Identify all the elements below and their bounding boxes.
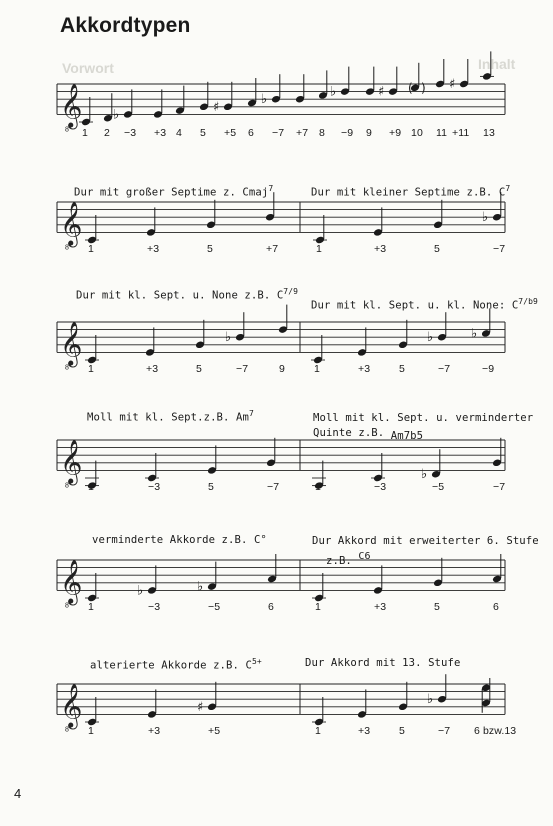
chord-9-degree: 1 <box>315 725 321 738</box>
chord-7-degree: 5 <box>434 601 440 614</box>
chord-1-degree: +3 <box>374 243 387 256</box>
chord-label-cmaj7: Dur mit großer Septime z. Cmaj$^7$ <box>74 184 274 199</box>
scale-degree: 8 <box>319 127 325 139</box>
chord-3-degree: +3 <box>358 363 371 376</box>
chord-4-degree: −7 <box>267 481 280 494</box>
chord-label-c6: Dur Akkord mit erweiterter 6. Stufe z.B. $^{C6}$ <box>312 535 539 567</box>
flat-icon: ♭ <box>113 107 120 123</box>
treble-clef-icon: 𝄞 <box>60 683 83 728</box>
chord-label-c7: Dur mit kleiner Septime z.B. $C^7$ <box>311 184 511 199</box>
chord-7-degree: +3 <box>374 601 387 614</box>
treble-clef-icon: 𝄞 <box>60 201 83 246</box>
chord-2-degree: 5 <box>196 363 202 376</box>
chord-label-c79: Dur mit kl. Sept. u. None z.B. $C^{7/9}$ <box>76 287 299 302</box>
chord-1-degree: 5 <box>434 243 440 256</box>
flat-icon: ♭ <box>225 330 232 346</box>
chord-2-degree: 9 <box>279 363 285 376</box>
scale-degree: −3 <box>124 127 137 139</box>
chord-4-degree: −3 <box>148 481 161 494</box>
chord-4-degree: 5 <box>208 481 214 494</box>
chord-0-degree: +3 <box>147 243 160 256</box>
chord-7-degree: 6 <box>493 601 499 614</box>
chord-0-degree: 1 <box>88 243 94 256</box>
flat-icon: ♭ <box>427 692 434 708</box>
treble-clef-icon: 𝄞 <box>60 439 83 484</box>
scale-degree: 2 <box>104 127 110 139</box>
chord-9-degree: 6 bzw.13 <box>474 725 517 738</box>
scale-degree: 13 <box>483 127 495 139</box>
chord-6-degree: −3 <box>148 601 161 614</box>
chord-5-degree: −7 <box>493 481 506 494</box>
scale-degree: +7 <box>296 127 309 139</box>
chord-2-degree: 1 <box>88 363 94 376</box>
flat-icon: ♭ <box>330 84 337 100</box>
ghost-text-inhalt: Inhalt <box>478 56 516 72</box>
page-title: Akkordtypen <box>60 14 191 37</box>
scale-degree: 5 <box>200 127 206 139</box>
chord-label-c7b9: Dur mit kl. Sept. u. kl. None: $C^{7/b9}$ <box>311 297 538 312</box>
chord-9-degree: 5 <box>399 725 405 738</box>
treble-clef-icon: 𝄞 <box>60 559 83 604</box>
chord-7-degree: 1 <box>315 601 321 614</box>
chord-0-degree: 5 <box>207 243 213 256</box>
sharp-icon: ♯ <box>197 699 204 715</box>
chord-4-degree: 1 <box>88 481 94 494</box>
chord-3-degree: 5 <box>399 363 405 376</box>
flat-icon: ♭ <box>421 467 428 483</box>
scale-degree: −9 <box>341 127 354 139</box>
flat-icon: ♭ <box>137 583 144 599</box>
chord-label-am7b5: Moll mit kl. Sept. u. verminderter Quinte z.B. Am7b5 <box>313 412 534 442</box>
chord-3-degree: −7 <box>438 363 451 376</box>
chord-5-degree: −3 <box>374 481 387 494</box>
chord-1-degree: −7 <box>493 243 506 256</box>
chord-1-degree: 1 <box>316 243 322 256</box>
treble-clef-icon: 𝄞 <box>60 321 83 366</box>
scale-degree: +9 <box>389 127 402 139</box>
chord-8-degree: 1 <box>88 725 94 738</box>
chord-label-cdim: verminderte Akkorde z.B. C° <box>92 534 267 546</box>
chord-5-degree: 1 <box>315 481 321 494</box>
scale-degree: 4 <box>176 127 182 139</box>
chord-6-degree: 6 <box>268 601 274 614</box>
chord-3-degree: 1 <box>314 363 320 376</box>
treble-clef-icon: 𝄞 <box>60 83 83 128</box>
chord-0-degree: +7 <box>266 243 279 256</box>
flat-icon: ♭ <box>427 330 434 346</box>
chord-9-degree: −7 <box>438 725 451 738</box>
octave-8-icon: 8 <box>65 244 69 252</box>
octave-8-icon: 8 <box>65 602 69 610</box>
chord-8-degree: +3 <box>148 725 161 738</box>
flat-icon: ♭ <box>197 579 204 595</box>
chord-label-am7: Moll mit kl. Sept.z.B. Am$^7$ <box>87 409 254 424</box>
chord-label-c5plus: alterierte Akkorde z.B. $C^{5+}$ <box>90 657 262 672</box>
sharp-icon: ♯ <box>378 84 385 100</box>
scale-degree: 9 <box>366 127 372 139</box>
parenthesis-icon: ) <box>421 80 426 95</box>
flat-icon: ♭ <box>471 326 478 342</box>
scale-degree: +3 <box>154 127 167 139</box>
chord-5-degree: −5 <box>432 481 445 494</box>
chord-6-degree: 1 <box>88 601 94 614</box>
scale-degree: 10 <box>411 127 423 139</box>
chord-2-degree: −7 <box>236 363 249 376</box>
octave-8-icon: 8 <box>65 726 69 734</box>
octave-8-icon: 8 <box>65 126 69 134</box>
scale-degree: 11 <box>436 127 448 139</box>
ghost-text-vorwort: Vorwort <box>62 60 114 76</box>
flat-icon: ♭ <box>261 92 268 108</box>
sharp-icon: ♯ <box>449 77 456 92</box>
page-number: 4 <box>14 786 22 801</box>
scale-degree: +5 <box>224 127 237 139</box>
chord-6-degree: −5 <box>208 601 221 614</box>
sharp-icon: ♯ <box>213 99 220 115</box>
octave-8-icon: 8 <box>65 482 69 490</box>
scale-degree: 1 <box>82 127 88 139</box>
chord-label-c13: Dur Akkord mit 13. Stufe <box>305 657 461 669</box>
scale-degree: −7 <box>272 127 285 139</box>
octave-8-icon: 8 <box>65 364 69 372</box>
chord-9-degree: +3 <box>358 725 371 738</box>
scale-degree: 6 <box>248 127 254 139</box>
flat-icon: ♭ <box>482 210 489 226</box>
chord-3-degree: −9 <box>482 363 495 376</box>
chord-8-degree: +5 <box>208 725 221 738</box>
parenthesis-icon: ( <box>408 80 413 95</box>
chord-2-degree: +3 <box>146 363 159 376</box>
scale-degree: +11 <box>452 127 470 139</box>
